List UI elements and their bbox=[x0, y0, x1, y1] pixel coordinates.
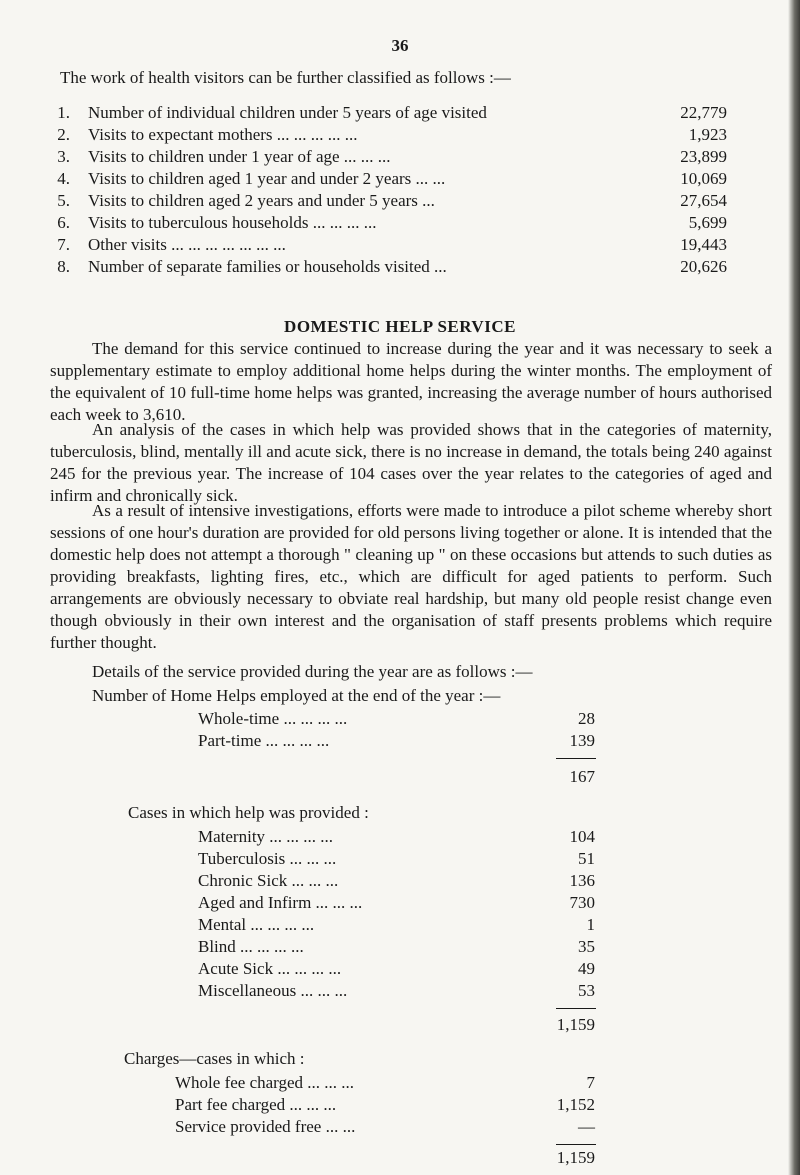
home-helps-row-label: Whole-time ... ... ... ... bbox=[198, 709, 348, 728]
visits-row-value: 19,443 bbox=[680, 235, 727, 254]
charges-row-value: 7 bbox=[586, 1073, 595, 1092]
cases-row-label: Tuberculosis ... ... ... bbox=[198, 849, 337, 868]
cases-row-value: 35 bbox=[578, 937, 595, 956]
visits-row-value: 5,699 bbox=[688, 213, 727, 232]
visits-intro: The work of health visitors can be further classified as follows :— bbox=[60, 68, 511, 87]
charges-row-value: — bbox=[578, 1117, 595, 1136]
cases-row bbox=[0, 914, 800, 936]
cases-row bbox=[0, 826, 800, 848]
visits-row-label: Visits to expectant mothers ... ... ... ... ... bbox=[88, 125, 358, 144]
charges-row-label: Part fee charged ... ... ... bbox=[175, 1095, 337, 1114]
cases-row-label: Mental ... ... ... ... bbox=[198, 915, 315, 934]
home-helps-row bbox=[0, 708, 800, 730]
cases-row-value: 53 bbox=[578, 981, 595, 1000]
visits-row-label: Visits to children aged 1 year and under 2 years ... ... bbox=[88, 169, 446, 188]
cases-row-value: 51 bbox=[578, 849, 595, 868]
charges-row-value: 1,152 bbox=[556, 1095, 595, 1114]
visits-row-label: Visits to children aged 2 years and under 5 years ... bbox=[88, 191, 435, 210]
visits-row-number: 1. bbox=[57, 103, 70, 122]
cases-total-row bbox=[0, 1014, 800, 1036]
cases-row-label: Blind ... ... ... ... bbox=[198, 937, 304, 956]
visits-row-number: 6. bbox=[57, 213, 70, 232]
visits-row bbox=[50, 146, 730, 168]
visits-row-label: Number of individual children under 5 years of age visited bbox=[88, 103, 487, 122]
visits-row-number: 4. bbox=[57, 169, 70, 188]
visits-row-label: Visits to children under 1 year of age ... ... ... bbox=[88, 147, 391, 166]
visits-row-number: 2. bbox=[57, 125, 70, 144]
cases-row bbox=[0, 980, 800, 1002]
total-rule bbox=[556, 1008, 596, 1009]
charges-total: 1,159 bbox=[556, 1148, 595, 1167]
visits-row-value: 10,069 bbox=[680, 169, 727, 188]
cases-row-label: Miscellaneous ... ... ... bbox=[198, 981, 348, 1000]
home-helps-row-value: 28 bbox=[578, 709, 595, 728]
charges-row-label: Service provided free ... ... bbox=[175, 1117, 356, 1136]
cases-heading: Cases in which help was provided : bbox=[128, 803, 369, 822]
cases-total: 1,159 bbox=[556, 1015, 595, 1034]
page-number: 36 bbox=[391, 36, 409, 55]
visits-row bbox=[50, 190, 730, 212]
paragraph: As a result of intensive investigations, efforts were made to introduce a pilot scheme whereby short sessions of one hour's duration are provided for old persons living together or alone. It is intended that the domestic help does not attempt a thorough " cleaning up " on these occasions but attends to such duties as providing breakfasts, lighting fires, etc., which are difficult for aged patients to perform. Such arrangements are obviously necessary to obviate real hardship, but many old people resist change even though obviously in their own interest and the organisation of staff presents problems which require further thought. bbox=[50, 501, 772, 652]
cases-row-label: Aged and Infirm ... ... ... bbox=[198, 893, 363, 912]
visits-row bbox=[50, 256, 730, 278]
visits-row-label: Other visits ... ... ... ... ... ... ... bbox=[88, 235, 286, 254]
visits-row-number: 7. bbox=[57, 235, 70, 254]
cases-row-label: Maternity ... ... ... ... bbox=[198, 827, 334, 846]
visits-row-value: 23,899 bbox=[680, 147, 727, 166]
home-helps-total-row bbox=[0, 766, 800, 788]
visits-row-label: Visits to tuberculous households ... ... ... ... bbox=[88, 213, 377, 232]
paragraph: The demand for this service continued to increase during the year and it was necessary to seek a supplementary estimate to employ additional home helps during the winter months. The employment of the equivalent of 10 full-time home helps was granted, increasing the average number of hours authorised each week to 3,610. bbox=[50, 339, 772, 424]
charges-row bbox=[0, 1094, 800, 1116]
cases-row-label: Chronic Sick ... ... ... bbox=[198, 871, 339, 890]
visits-list bbox=[50, 102, 730, 278]
home-helps-heading: Number of Home Helps employed at the end of the year :— bbox=[92, 686, 501, 705]
visits-row bbox=[50, 124, 730, 146]
cases-row-value: 104 bbox=[569, 827, 595, 846]
charges-row bbox=[0, 1116, 800, 1138]
details-intro: Details of the service provided during the year are as follows :— bbox=[92, 662, 533, 681]
total-rule bbox=[556, 1144, 596, 1145]
home-helps-row-label: Part-time ... ... ... ... bbox=[198, 731, 330, 750]
visits-row-value: 1,923 bbox=[688, 125, 727, 144]
cases-row bbox=[0, 892, 800, 914]
cases-row-value: 136 bbox=[569, 871, 595, 890]
charges-total-row bbox=[0, 1147, 800, 1169]
visits-row-value: 20,626 bbox=[680, 257, 727, 276]
home-helps-row bbox=[0, 730, 800, 752]
total-rule bbox=[556, 758, 596, 759]
section-heading: DOMESTIC HELP SERVICE bbox=[284, 317, 516, 336]
cases-row-label: Acute Sick ... ... ... ... bbox=[198, 959, 342, 978]
charges-heading: Charges—cases in which : bbox=[124, 1049, 305, 1068]
visits-row-value: 27,654 bbox=[680, 191, 727, 210]
visits-row bbox=[50, 212, 730, 234]
visits-row-number: 3. bbox=[57, 147, 70, 166]
cases-row-value: 730 bbox=[569, 893, 595, 912]
paragraph: An analysis of the cases in which help was provided shows that in the categories of maternity, tuberculosis, blind, mentally ill and acute sick, there is no increase in demand, the totals being 240 against 245 for the previous year. The increase of 104 cases over the year relates to the categories of aged and infirm and chronically sick. bbox=[50, 420, 772, 505]
cases-row-value: 49 bbox=[578, 959, 595, 978]
cases-row bbox=[0, 848, 800, 870]
visits-row bbox=[50, 168, 730, 190]
visits-row bbox=[50, 102, 730, 124]
visits-row-number: 8. bbox=[57, 257, 70, 276]
cases-row bbox=[0, 958, 800, 980]
cases-row-value: 1 bbox=[586, 915, 595, 934]
home-helps-total: 167 bbox=[569, 767, 595, 786]
charges-row-label: Whole fee charged ... ... ... bbox=[175, 1073, 355, 1092]
cases-row bbox=[0, 936, 800, 958]
home-helps-row-value: 139 bbox=[569, 731, 595, 750]
visits-row-value: 22,779 bbox=[680, 103, 727, 122]
cases-row bbox=[0, 870, 800, 892]
visits-row-number: 5. bbox=[57, 191, 70, 210]
visits-row-label: Number of separate families or households visited ... bbox=[88, 257, 447, 276]
charges-row bbox=[0, 1072, 800, 1094]
visits-row bbox=[50, 234, 730, 256]
